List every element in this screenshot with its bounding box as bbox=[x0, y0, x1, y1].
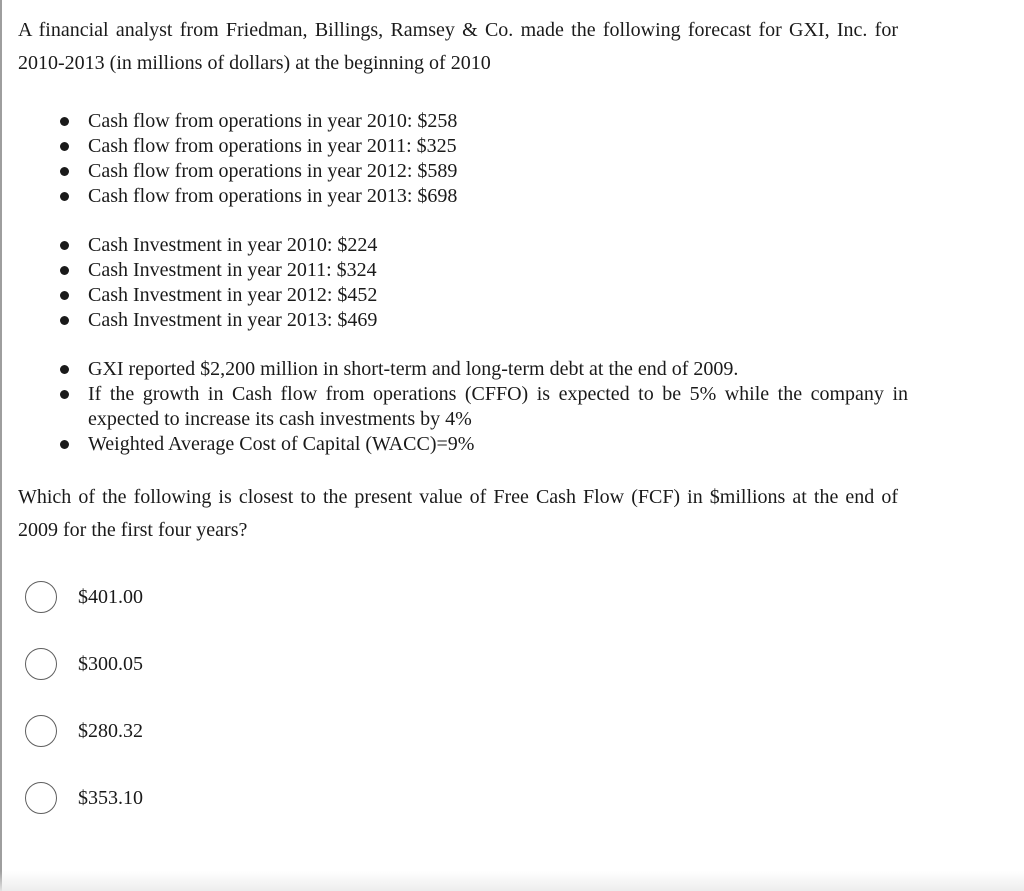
list-item: Cash flow from operations in year 2011: $325 bbox=[88, 134, 908, 159]
list-item: Weighted Average Cost of Capital (WACC)=9% bbox=[88, 432, 908, 457]
answer-option-2[interactable] bbox=[18, 647, 898, 681]
cash-flow-list bbox=[18, 109, 908, 209]
list-item: Cash flow from operations in year 2010: $258 bbox=[88, 109, 908, 134]
option-label[interactable]: $300.05 bbox=[78, 653, 143, 675]
list-item: Cash Investment in year 2011: $324 bbox=[88, 258, 908, 283]
assumptions-list bbox=[18, 357, 908, 457]
list-item: Cash Investment in year 2012: $452 bbox=[88, 283, 908, 308]
answer-option-4[interactable] bbox=[18, 781, 898, 815]
radio-button[interactable] bbox=[25, 648, 57, 680]
option-label[interactable]: $401.00 bbox=[78, 586, 143, 608]
list-item: Cash Investment in year 2010: $224 bbox=[88, 233, 908, 258]
left-border bbox=[0, 0, 2, 891]
list-item: If the growth in Cash flow from operations (CFFO) is expected to be 5% while the company in expected to increase its cash investments by 4% bbox=[88, 383, 908, 430]
question-intro: A financial analyst from Friedman, Billings, Ramsey & Co. made the following forecast for GXI, Inc. for 2010-2013 (in millions of dollars) at the beginning of 2010 bbox=[18, 19, 898, 74]
radio-button[interactable] bbox=[25, 715, 57, 747]
question-panel bbox=[18, 14, 908, 848]
option-label[interactable]: $353.10 bbox=[78, 787, 143, 809]
answer-option-3[interactable] bbox=[18, 714, 898, 748]
bottom-fade bbox=[0, 871, 1024, 891]
radio-button[interactable] bbox=[25, 782, 57, 814]
list-item: Cash flow from operations in year 2012: $589 bbox=[88, 159, 908, 184]
question-prompt: Which of the following is closest to the present value of Free Cash Flow (FCF) in $millions at the end of 2009 for the first four years? bbox=[18, 486, 898, 541]
answer-options bbox=[18, 580, 898, 815]
radio-button[interactable] bbox=[25, 581, 57, 613]
answer-option-1[interactable] bbox=[18, 580, 898, 614]
list-item: GXI reported $2,200 million in short-term and long-term debt at the end of 2009. bbox=[88, 357, 908, 382]
investment-list bbox=[18, 233, 908, 333]
option-label[interactable]: $280.32 bbox=[78, 720, 143, 742]
list-item: Cash flow from operations in year 2013: $698 bbox=[88, 184, 908, 209]
list-item: Cash Investment in year 2013: $469 bbox=[88, 308, 908, 333]
